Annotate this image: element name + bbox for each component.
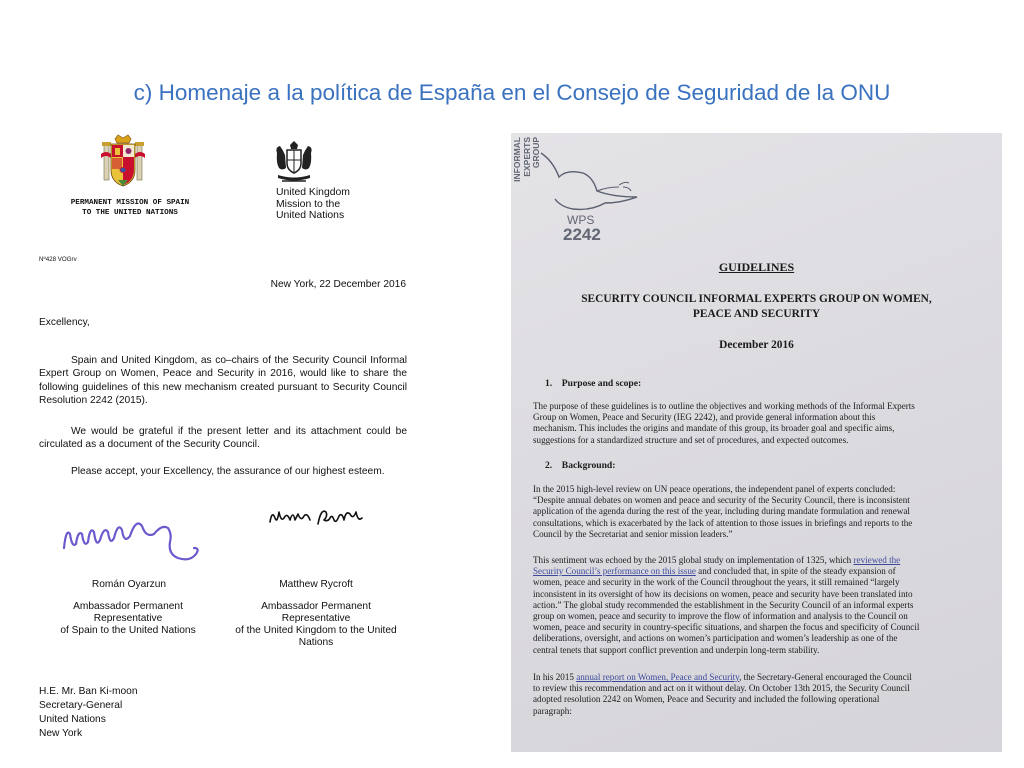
document-date: December 2016 bbox=[719, 339, 794, 351]
section-2-p1-line: In the 2015 high-level review on UN peace operations, the independent panel of experts concluded: bbox=[533, 484, 896, 494]
section-2-p2-text: and concluded that, in spite of the steady expansion of bbox=[695, 566, 896, 577]
signatory-left-title-line: of Spain to the United Nations bbox=[60, 625, 196, 636]
letter-paragraph-2: We would be grateful if the present letter and its attachment could be circulated as a document of the Security Council. bbox=[39, 426, 407, 451]
spain-mission-line: PERMANENT MISSION OF SPAIN bbox=[70, 199, 190, 207]
section-2-p2-line: inconsistent in its oversight of how its decisions on women, peace and security have been translated into bbox=[533, 588, 913, 599]
section-2-p3-line bbox=[533, 672, 975, 683]
document-subheading-line: SECURITY COUNCIL INFORMAL EXPERTS GROUP ON WOMEN, bbox=[581, 293, 932, 305]
wps-logo-number: 2242 bbox=[563, 225, 601, 244]
section-2-p1-line: “Despite annual debates on women and peace and security of the Security Council, there is inconsistent bbox=[533, 495, 910, 506]
section-2-title: 2. Background: bbox=[545, 460, 616, 471]
letter-paragraph-3: Please accept, your Excellency, the assurance of our highest esteem. bbox=[71, 466, 385, 477]
spain-coat-of-arms-icon bbox=[100, 134, 146, 192]
signatory-left-title-line: Ambassador Permanent Representative bbox=[73, 601, 183, 624]
signatory-right-name: Matthew Rycroft bbox=[279, 579, 353, 590]
section-2-p2-line: action.” The global study recommended the establishment in the Security Council of an informal experts bbox=[533, 599, 914, 610]
wps-logo bbox=[512, 137, 639, 247]
signatory-left-name: Román Oyarzun bbox=[91, 579, 167, 590]
document-heading: GUIDELINES bbox=[718, 260, 795, 274]
wps-logo-line: EXPERTS bbox=[521, 137, 532, 177]
signatory-right-title-line: of the United Kingdom to the United bbox=[235, 625, 397, 636]
slide-title: c) Homenaje a la política de España en el Consejo de Seguridad de la ONU bbox=[133, 80, 891, 105]
signatory-right-title-line: Ambassador Permanent Representative bbox=[261, 601, 371, 624]
addressee-line: Secretary-General bbox=[39, 700, 123, 711]
signatory-right-title bbox=[226, 601, 406, 649]
link-reviewed-security-council[interactable]: reviewed the bbox=[853, 555, 901, 565]
guidelines-document-photo bbox=[511, 133, 1002, 752]
section-2-p2-line: group on women, peace and security to improve the flow of information and analysis to the Council on bbox=[533, 611, 908, 622]
section-2-p2-line: central tenets that support conflict prevention and underpin long-term stability. bbox=[533, 644, 820, 655]
signatory-right-title-line: Nations bbox=[298, 637, 334, 648]
section-2-p1-line: Council by the Secretariat and senior mission leaders.” bbox=[533, 528, 733, 539]
uk-mission-header bbox=[276, 187, 386, 222]
section-2-p3-line: to review this recommendation and act on it without delay. On October 13th 2015, the Security Council bbox=[533, 683, 910, 694]
section-1-line: suggestions for a standardized structure and set of procedures, and expected outcomes. bbox=[533, 434, 849, 445]
signature-oyarzun bbox=[58, 508, 218, 570]
link-security-council-performance[interactable]: Security Council’s performance on this issue bbox=[533, 566, 696, 577]
section-1-title: 1. Purpose and scope: bbox=[545, 378, 642, 389]
section-1-line: The purpose of these guidelines is to outline the objectives and working methods of the Informal Experts bbox=[533, 401, 915, 411]
uk-mission-line: United Kingdom bbox=[276, 187, 350, 198]
addressee-line: H.E. Mr. Ban Ki-moon bbox=[39, 686, 138, 697]
wps-logo-vertical-text bbox=[513, 137, 573, 207]
uk-mission-line: Mission to the bbox=[276, 198, 341, 210]
section-2-p3-line: paragraph: bbox=[533, 705, 572, 716]
section-2-paragraph-1 bbox=[533, 484, 975, 540]
section-2-p2-line: deliberations, oversight, and actions on women’s participation and women’s leadership as one of the bbox=[533, 633, 898, 644]
section-2-p2-line: women, peace and security in the work of the Council throughout the years, it still remained “largely bbox=[533, 577, 900, 588]
section-2-p3-line: adopted resolution 2242 on Women, Peace and Security and included the following operational bbox=[533, 694, 880, 705]
section-2-p1-line: consultations, which is exacerbated by the lack of attention to those issues in briefings and reports to the bbox=[533, 517, 913, 528]
document-subheading-line: PEACE AND SECURITY bbox=[692, 308, 821, 320]
spain-mission-line: TO THE UNITED NATIONS bbox=[82, 209, 178, 217]
addressee-block bbox=[39, 685, 138, 741]
letter-paragraph-1: Spain and United Kingdom, as co–chairs of the Security Council Informal Expert Group on Women, Peace and Security in 2016, would like to share the following guidelines of this new mechanism created pursuant to Security Council Resolution 2242 (2015). bbox=[39, 355, 407, 407]
signature-rycroft bbox=[266, 504, 370, 534]
signatory-left-title bbox=[38, 601, 218, 637]
section-1-line: Group on Women, Peace and Security (IEG 2242), and provide general information about this bbox=[533, 412, 876, 423]
spain-mission-header bbox=[45, 198, 215, 218]
wps-logo-line: INFORMAL bbox=[512, 137, 522, 182]
section-2-p2-line: women, peace and security in country-specific situations, and sharpen the focus and specificity of Council bbox=[533, 622, 920, 633]
uk-mission-line: United Nations bbox=[276, 210, 345, 222]
section-2-p2-line bbox=[533, 555, 975, 566]
section-2-paragraph-3 bbox=[533, 672, 975, 717]
section-2-p2-text: This sentiment was echoed by the 2015 global study on implementation of 1325, which bbox=[533, 555, 854, 565]
letter-date: New York, 22 December 2016 bbox=[270, 279, 406, 290]
section-2-p1-line: application of the agenda during the rest of the year, including during mandate formulation and renewal bbox=[533, 506, 910, 517]
wps-logo-wps: WPS bbox=[567, 213, 595, 227]
uk-royal-arms-icon bbox=[274, 141, 314, 185]
link-annual-report-wps[interactable]: annual report on Women, Peace and Security bbox=[576, 672, 740, 682]
letter-reference: Nº428 VOGrv bbox=[39, 256, 77, 263]
section-2-p3-text: In his 2015 bbox=[533, 672, 577, 682]
section-2-p2-line bbox=[533, 566, 975, 577]
document-subheading bbox=[511, 292, 1002, 322]
wps-logo-line: GROUP bbox=[531, 137, 541, 169]
addressee-line: New York bbox=[39, 728, 83, 739]
section-2-p3-text: , the Secretary-General encouraged the Council bbox=[739, 672, 912, 682]
section-1-line: mechanism. This includes the origins and mandate of this group, its broader goal and specific aims, bbox=[533, 423, 895, 434]
section-2-paragraph-2 bbox=[533, 555, 975, 656]
section-1-body bbox=[533, 401, 975, 446]
addressee-line: United Nations bbox=[39, 714, 106, 725]
letter-salutation: Excellency, bbox=[39, 317, 90, 328]
